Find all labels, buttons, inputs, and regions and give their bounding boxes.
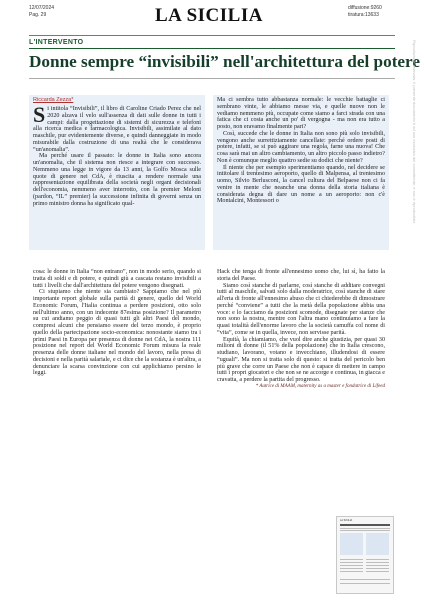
page-thumbnail: [336, 516, 394, 594]
section-label: L'INTERVENTO: [29, 39, 84, 46]
byline: Riccarda Zezza*: [33, 97, 74, 103]
page-number: Pag. 29: [29, 12, 47, 18]
masthead: LA SICILIA: [155, 5, 263, 26]
issue-date: 12/07/2024: [29, 5, 55, 11]
diffusione: diffusione:9260: [348, 5, 382, 11]
copyright-vertical-text: Riproduzione riservata. Il presente documento è ad uso esclusivo del committente, e non è riproducibile: [412, 40, 417, 224]
paragraph-10: Equità, la chiamiamo, che vuol dire anche giustizia, per quasi 30 milioni di donne (il 51% della popolazione) che in Italia crescono, studiano, lavorano, votano e invecchiano, illudendosi di essere “uguali”. Ma non si tratta solo di questo: si tratta del pericolo ben più grave che corre un Paese che non è capace di mettere in campo tutti i propri giocatori e che non se ne accorge e continua, in giacca e cravatta, a perdere la partita del progresso.: [217, 336, 385, 383]
column-2-bottom: [213, 267, 389, 449]
paragraph-1: Si intitola “Invisibili”, il libro di Caroline Criado Perez che nel 2020 alzava il velo sull'assenza di dati sulle donne in tutti i campi: dalla progettazione di sistemi di sicurezza e telefoni alla ricerca medica e farmacologica. Invisibili, assimilate al dato maschile, pur evidentemente diverse, e quindi danneggiate in modo misurabile dalla costruzione di una realtà che le considerava “un'anomalia”.: [33, 102, 201, 153]
tiratura: tiratura:13633: [348, 12, 379, 18]
section-rule: [29, 48, 395, 49]
headline: Donne sempre “invisibili” nell'architettura del potere: [29, 52, 420, 71]
column-1-bottom: [29, 267, 205, 449]
author-footnote: * Autrice di MAAM, maternity as a master e fondatrice di Lifeed: [255, 383, 385, 389]
top-rule: [29, 35, 395, 36]
paragraph-7: Ci stupiamo che niente sia cambiato? Sappiamo che nel più importante report globale sulla parità di genere, quello del World Economic Forum, l'Italia continua a perdere posizioni, otto solo nell'ultimo anno, con un indecente 87esima posizione? Il parametro su cui andiamo peggio di quasi tutti gli altri Paesi del mondo, compresi alcuni che pensiamo essere del terzo mondo, è proprio quello della partecipazione socio-economica: nonostante siamo tra i primi Paesi in Europa per presenza di donne nei CdA, la nostra 111 posizione nel report del World Economic Forum misura la reale presenza delle donne italiane nel mondo del lavoro, nella presa di decisioni e nella parità salariale, e ci dice che la sostanza è un'altra, a denunciare la scarsa convinzione con cui applichiamo persino le leggi.: [33, 289, 201, 377]
column-2-top: [213, 95, 389, 250]
column-1-top: [29, 95, 205, 250]
paragraph-4: Così, succede che le donne in Italia non sono più solo invisibili, vengono anche surrettiziamente cancellate: perché ordere posti di potere, infatti, se si può aggirare una regola, farne una nuova! Che cosa sarà mai un altro cambiamento, un altro piccolo passo indietro? Non è comunque meglio quattro sedie su dodici che niente?: [217, 130, 385, 164]
thumbnail-label: LA SICILIA: [340, 519, 353, 522]
paragraph-2: Ma perché usare il passato: le donne in Italia sono ancora un'anomalia, che il sistema non riesce a integrare con successo. Nemmeno una legge in vigore da 13 anni, la Golfo Mosca sulle quote di genere nei CdA, è riuscita a rendere normale una rappresentazione equilibrata della società negli organi decisionali dell'economia, nemmeno aver interrotto, con la premier Meloni (pardon, “IL” premier) la successione infinita di governi senza un primo ministro donna ha significato qual-: [33, 153, 201, 207]
paragraph-6: cosa: le donne in Italia “non entrano”, non in modo serio, quando si tratta di soldi e di potere, e quindi giù a cascata restano invisibili a tutti i livelli che dall'architettura del potere vengono disegnati.: [33, 269, 201, 289]
dropcap: S: [33, 102, 46, 127]
paragraph-5: Il niente che per esempio sperimentiamo quando, nel decidere se intitolare il trentesimo aeroporto, quello di Malpensa, al trentesimo uomo, Silvio Berlusconi, la cancel cultura del Belpaese non ci fa venire in mente che neanche una donna della storia italiana è considerata degna di dare un nome a un aeroporto: non c'è Montalcini, Montessori o: [217, 164, 385, 205]
paragraph-3: Ma ci sembra tutto abbastanza normale: le vecchie battaglie ci sembrano vinte, le abbiamo messe via, e quelle nuove non le vediamo nemmeno più, occupate come siamo a farci strada con una fatica che ci costa anche un po' di vergogna - ma non era tutto a posto, non eravamo finalmente pari?: [217, 97, 385, 130]
paragraph-8: Hack che tenga di fronte all'ennesimo uomo che, lui sì, ha fatto la storia del Paese.: [217, 269, 385, 282]
headline-rule: [29, 78, 395, 79]
paragraph-9: Siamo così stanche di parlarne, così stanche di additare convegni tutti al maschile, salvati solo dalla moderatrice, così stanche di stare all'erta di fronte all'ennesimo abuso che ci chiederebbe di dimostrare perché “conviene” a tutti che la metà della popolazione abbia una voce: e lo facciamo da posizioni scomode, disegnate per stanze che non sono la nostra, mentre con l'altra mano continuiamo a fare la quasi totalità dell'enorme lavoro che la società camuffa col nome di “vita”, come se in quella, invece, non servisse parità.: [217, 282, 385, 336]
